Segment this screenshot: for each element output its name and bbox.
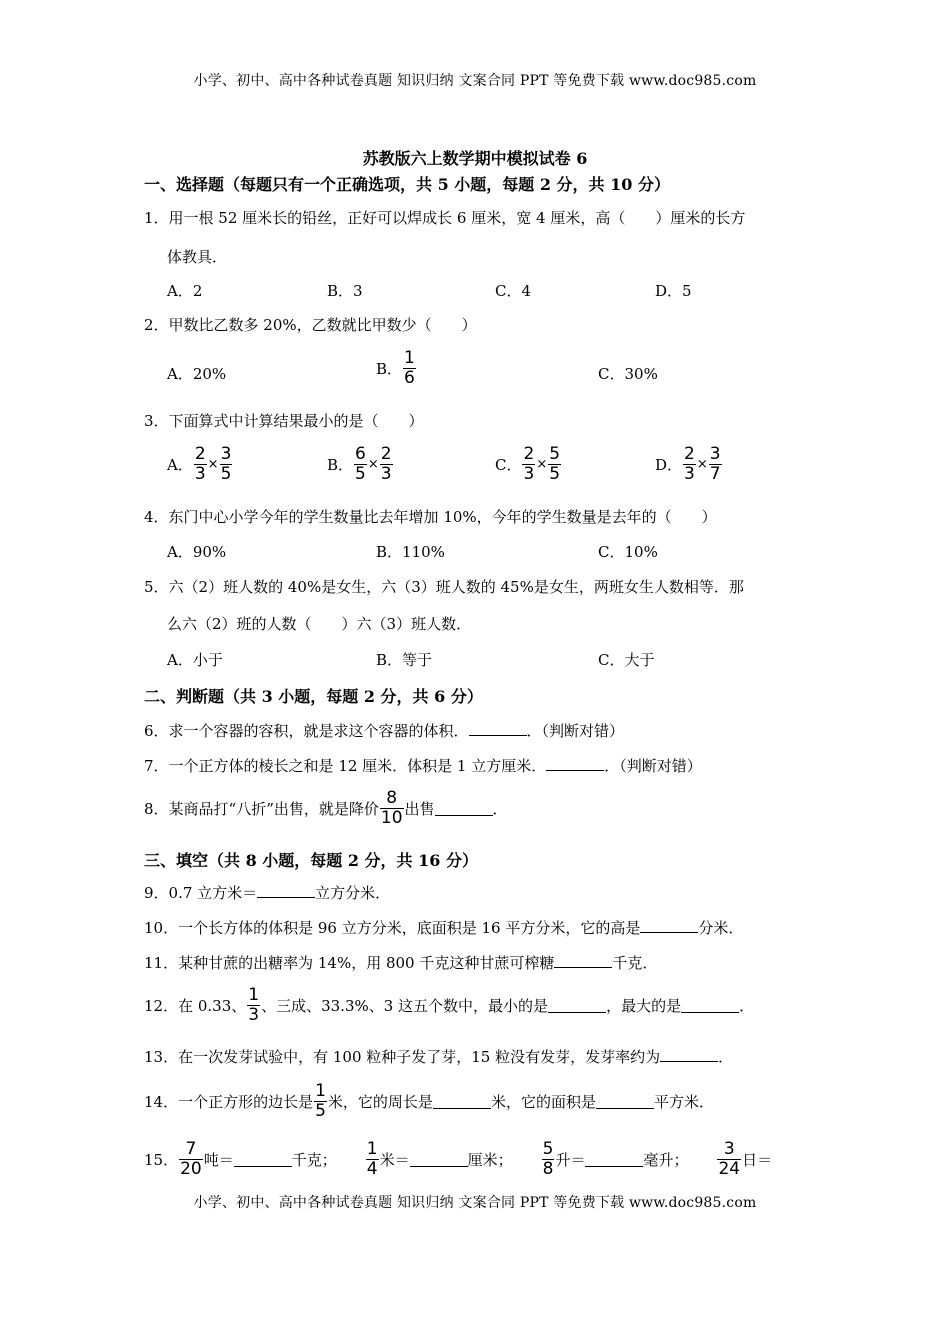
question-number: 15． (144, 1151, 179, 1169)
question-12 (144, 986, 754, 1025)
times-sign: × (367, 457, 379, 472)
denominator: 5 (220, 464, 232, 484)
question-14 (144, 1082, 714, 1121)
numerator: 2 (523, 444, 535, 464)
denominator: 3 (248, 1005, 260, 1025)
question-5-option-b[interactable]: B．等于 (376, 651, 433, 669)
numerator: 5 (549, 444, 561, 464)
answer-blank[interactable] (435, 801, 493, 816)
denominator: 3 (380, 464, 392, 484)
answer-blank[interactable] (640, 918, 698, 933)
numerator: 3 (220, 444, 232, 464)
answer-blank-smallest[interactable] (548, 998, 606, 1013)
denominator: 3 (194, 464, 206, 484)
question-3-option-c[interactable] (495, 445, 562, 484)
question-suffix: ．（判断对错） (526, 722, 625, 740)
numerator: 2 (380, 444, 392, 464)
option-label: C． (495, 456, 522, 474)
denominator: 10 (380, 808, 403, 828)
question-4-text: 4．东门中心小学今年的学生数量比去年增加 10%，今年的学生数量是去年的（ ） (144, 508, 717, 526)
question-text: 11．某种甘蔗的出糖率为 14%，用 800 千克这种甘蔗可榨糖 (144, 954, 555, 972)
question-text: 14．一个正方形的边长是 (144, 1093, 314, 1111)
fraction (380, 789, 404, 828)
fraction (709, 445, 722, 484)
numerator: 5 (542, 1139, 554, 1159)
numerator: 2 (684, 444, 695, 464)
question-13 (144, 1046, 733, 1067)
unit-text: 米＝ (379, 1151, 410, 1169)
numerator: 7 (185, 1139, 197, 1159)
fraction (380, 445, 393, 484)
fraction (220, 445, 233, 484)
fraction (314, 1082, 327, 1121)
numerator: 3 (723, 1139, 735, 1159)
page-footer: 小学、初中、高中各种试卷真题 知识归纳 文案合同 PPT 等免费下载 www.doc985.com (193, 1195, 757, 1211)
denominator: 7 (709, 464, 721, 484)
times-sign: × (207, 457, 219, 472)
question-3-text: 3．下面算式中计算结果最小的是（ ） (144, 412, 424, 430)
exam-title: 苏教版六上数学期中模拟试卷 6 (362, 149, 588, 168)
denominator: 24 (718, 1159, 741, 1179)
section-heading-judge: 二、判断题（共 3 小题，每题 2 分，共 6 分） (144, 687, 483, 706)
fraction (542, 1140, 555, 1179)
denominator: 5 (315, 1101, 326, 1121)
fraction (403, 349, 416, 388)
question-suffix: 分米． (698, 919, 744, 937)
question-10 (144, 917, 743, 938)
answer-blank[interactable] (469, 721, 527, 736)
answer-blank-largest[interactable] (681, 998, 739, 1013)
question-6 (144, 720, 624, 741)
answer-blank[interactable] (257, 883, 315, 898)
numerator: 6 (355, 444, 366, 464)
question-text: 10．一个长方体的体积是 96 立方分米，底面积是 16 平方分米，它的高是 (144, 919, 641, 937)
question-suffix: 立方分米． (315, 884, 391, 902)
question-text: 13．在一次发芽试验中，有 100 粒种子发了芽，15 粒没有发芽，发芽率约为 (144, 1048, 661, 1066)
answer-blank[interactable] (410, 1152, 468, 1167)
unit-target: 毫升； (643, 1151, 689, 1169)
question-5-line-2: 么六（2）班的人数（ ）六（3）班人数． (167, 615, 472, 633)
question-3-option-d[interactable] (655, 445, 723, 484)
numerator: 2 (194, 444, 206, 464)
unit-target: 千克； (291, 1151, 337, 1169)
question-text-middle-2: 米，它的面积是 (490, 1093, 596, 1111)
answer-blank[interactable] (546, 756, 604, 771)
question-text: 8．某商品打“八折”出售，就是降价 (144, 800, 379, 818)
question-3-option-b[interactable] (327, 445, 394, 484)
question-3-option-a[interactable] (167, 445, 233, 484)
question-2-option-b[interactable] (376, 349, 417, 388)
fraction (179, 1140, 203, 1179)
numerator: 8 (386, 788, 398, 808)
question-text-middle: 、三成、33.3%、3 这五个数中，最小的是 (261, 997, 549, 1015)
question-1-line-2: 体教具． (167, 248, 228, 266)
question-5-option-a[interactable]: A．小于 (167, 651, 223, 669)
denominator: 4 (366, 1159, 378, 1179)
unit-text: 升＝ (555, 1151, 586, 1169)
denominator: 3 (523, 464, 535, 484)
question-suffix: 平方米． (653, 1093, 714, 1111)
unit-text: 日＝ (742, 1151, 773, 1169)
question-4-option-c[interactable]: C．10% (598, 543, 658, 561)
question-text: 9．0.7 立方米＝ (144, 884, 258, 902)
question-11 (144, 952, 657, 973)
numerator: 1 (315, 1081, 326, 1101)
question-4-option-a[interactable]: A．90% (167, 543, 227, 561)
unit-text: 吨＝ (203, 1151, 234, 1169)
question-1-option-a[interactable]: A．2 (167, 282, 203, 300)
page-header: 小学、初中、高中各种试卷真题 知识归纳 文案合同 PPT 等免费下载 www.doc985.com (193, 73, 757, 89)
question-1-option-c[interactable]: C．4 (495, 282, 532, 300)
question-text: 12．在 0.33、 (144, 997, 247, 1015)
question-text-middle: 出售 (404, 800, 435, 818)
question-1-option-b[interactable]: B．3 (327, 282, 363, 300)
fraction (522, 445, 535, 484)
fraction (354, 445, 367, 484)
fraction (194, 445, 207, 484)
option-label: D． (655, 456, 683, 474)
question-suffix: ． (492, 800, 508, 818)
option-label: A． (167, 456, 193, 474)
denominator: 8 (542, 1159, 554, 1179)
question-8 (144, 789, 508, 828)
answer-blank-area[interactable] (596, 1094, 654, 1109)
question-4-option-b[interactable]: B．110% (376, 543, 445, 561)
question-suffix: ．（判断对错） (604, 757, 702, 775)
denominator: 5 (549, 464, 561, 484)
fraction (548, 445, 561, 484)
answer-blank-perimeter[interactable] (433, 1094, 491, 1109)
fraction (366, 1140, 379, 1179)
denominator: 6 (404, 368, 415, 388)
numerator: 1 (366, 1139, 378, 1159)
answer-blank[interactable] (234, 1152, 292, 1167)
question-5-line-1: 5．六（2）班人数的 40%是女生，六（3）班人数的 45%是女生，两班女生人数相等．那 (144, 578, 744, 596)
unit-target: 厘米； (467, 1151, 513, 1169)
question-2-option-c[interactable]: C．30% (598, 365, 658, 383)
answer-blank[interactable] (660, 1047, 718, 1062)
option-label: B． (327, 456, 354, 474)
question-9 (144, 882, 390, 903)
question-text-middle: 米，它的周长是 (327, 1093, 433, 1111)
question-text: 6．求一个容器的容积，就是求这个容器的体积． (144, 722, 469, 740)
option-label: B． (376, 360, 403, 378)
question-1-line-1: 1．用一根 52 厘米长的铅丝，正好可以焊成长 6 厘米，宽 4 厘米，高（ ）厘米的长方 (144, 209, 746, 227)
question-suffix: 千克． (612, 954, 658, 972)
fraction (717, 1140, 741, 1179)
question-text-middle-2: ，最大的是 (606, 997, 682, 1015)
numerator: 3 (709, 444, 721, 464)
question-suffix: ． (718, 1048, 734, 1066)
answer-blank[interactable] (585, 1152, 643, 1167)
denominator: 5 (355, 464, 366, 484)
answer-blank[interactable] (554, 953, 612, 968)
numerator: 1 (248, 985, 260, 1005)
denominator: 20 (180, 1159, 202, 1179)
fraction (247, 986, 260, 1025)
fraction (683, 445, 696, 484)
question-text: 7．一个正方体的棱长之和是 12 厘米．体积是 1 立方厘米． (144, 757, 547, 775)
question-5-option-c[interactable]: C．大于 (598, 651, 655, 669)
times-sign: × (696, 457, 708, 472)
numerator: 1 (404, 348, 415, 368)
times-sign: × (536, 457, 548, 472)
question-2-option-a[interactable]: A．20% (167, 365, 227, 383)
section-heading-choice: 一、选择题（每题只有一个正确选项，共 5 小题，每题 2 分，共 10 分） (144, 175, 670, 194)
denominator: 3 (684, 464, 695, 484)
question-suffix: ． (739, 997, 755, 1015)
question-1-option-d[interactable]: D．5 (655, 282, 692, 300)
section-heading-fill: 三、填空（共 8 小题，每题 2 分，共 16 分） (144, 851, 478, 870)
question-7 (144, 755, 702, 776)
question-15 (144, 1140, 772, 1179)
question-2-text: 2．甲数比乙数多 20%，乙数就比甲数少（ ） (144, 316, 477, 334)
